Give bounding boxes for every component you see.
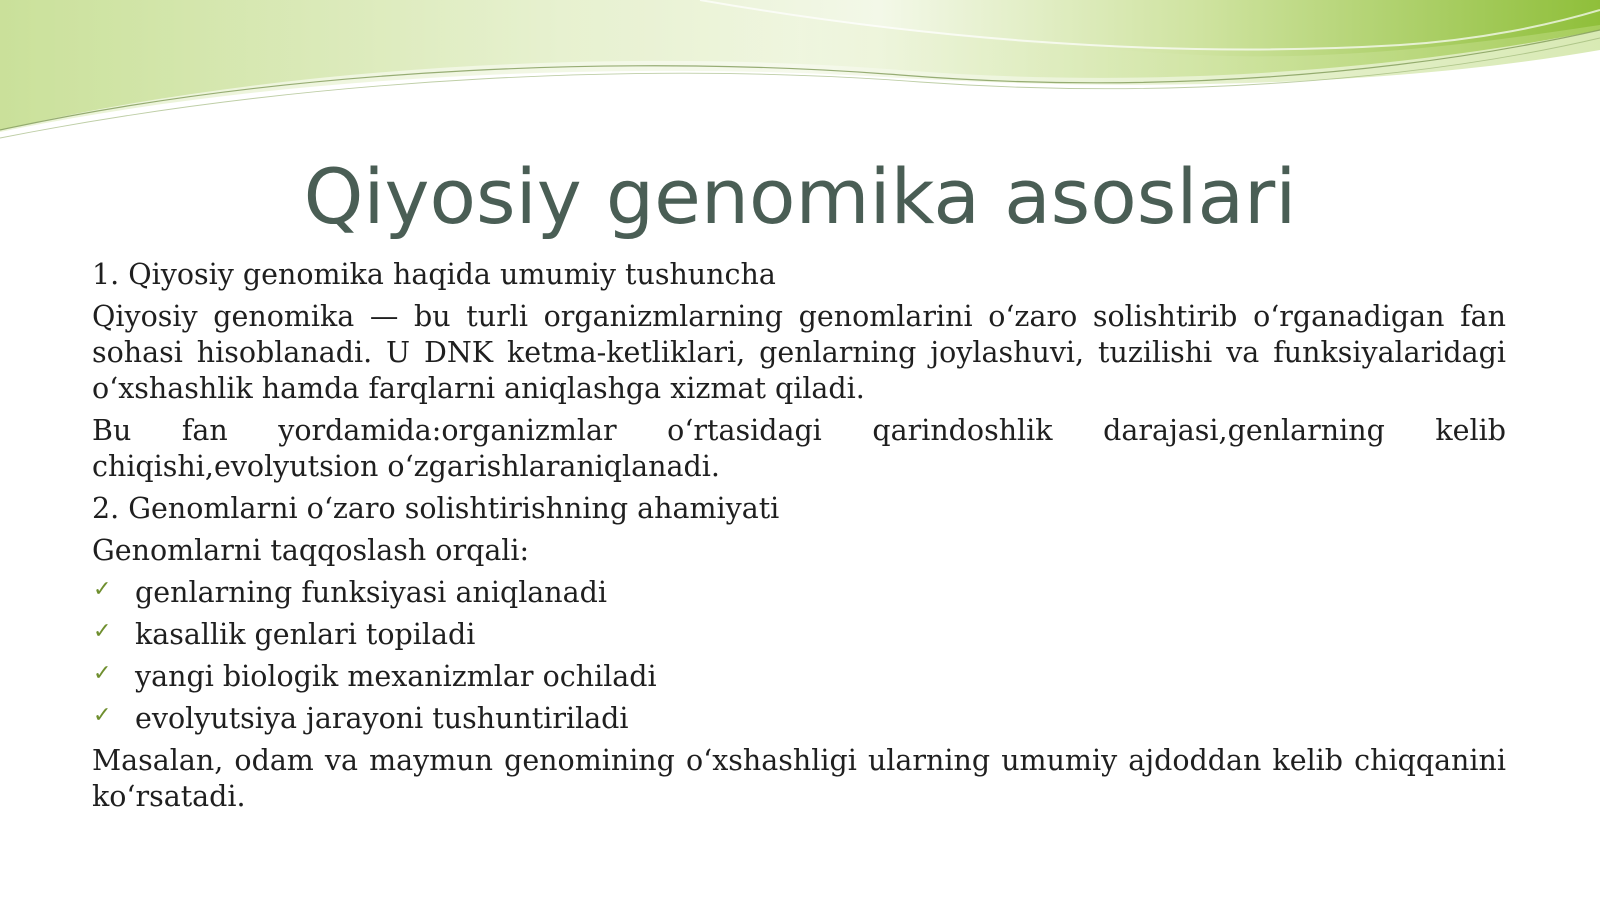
list-item [92,617,1506,653]
paragraph-definition: Qiyosiy genomika — bu turli organizmlarning genomlarini o‘zaro solishtirib o‘rganadigan fan sohasi hisoblanadi. U DNK ketma-ketliklari, genlarning joylashuvi, tuzilishi va funksiyalaridagi o‘xshashlik hamda farqlarni aniqlashga xizmat qiladi. [92,300,1506,405]
bullet-list [92,575,1506,737]
list-item [92,659,1506,695]
section-heading-1: 1. Qiyosiy genomika haqida umumiy tushuncha [92,258,776,291]
list-item [92,701,1506,737]
decorative-wave-banner [0,0,1600,150]
paragraph-conclusion: Masalan, odam va maymun genomining o‘xshashligi ularning umumiy ajdoddan kelib chiqqanini ko‘rsatadi. [92,744,1506,813]
list-item-text: genlarning funksiyasi aniqlanadi [135,576,608,609]
slide-body [92,257,1506,821]
list-intro: Genomlarni taqqoslash orqali: [92,534,530,567]
check-icon: ✓ [93,703,112,728]
paragraph-uses: Bu fan yordamida:organizmlar o‘rtasidagi qarindoshlik darajasi,genlarning kelib chiqishi,evolyutsion o‘zgarishlaraniqlanadi. [92,414,1506,483]
section-heading-2: 2. Genomlarni o‘zaro solishtirishning ahamiyati [92,492,780,525]
check-icon: ✓ [93,577,112,602]
list-item-text: yangi biologik mexanizmlar ochiladi [135,660,657,693]
list-item-text: kasallik genlari topiladi [135,618,476,651]
list-item-text: evolyutsiya jarayoni tushuntiriladi [135,702,629,735]
list-item [92,575,1506,611]
check-icon: ✓ [93,661,112,686]
slide-title: Qiyosiy genomika asoslari [303,152,1297,241]
check-icon: ✓ [93,619,112,644]
